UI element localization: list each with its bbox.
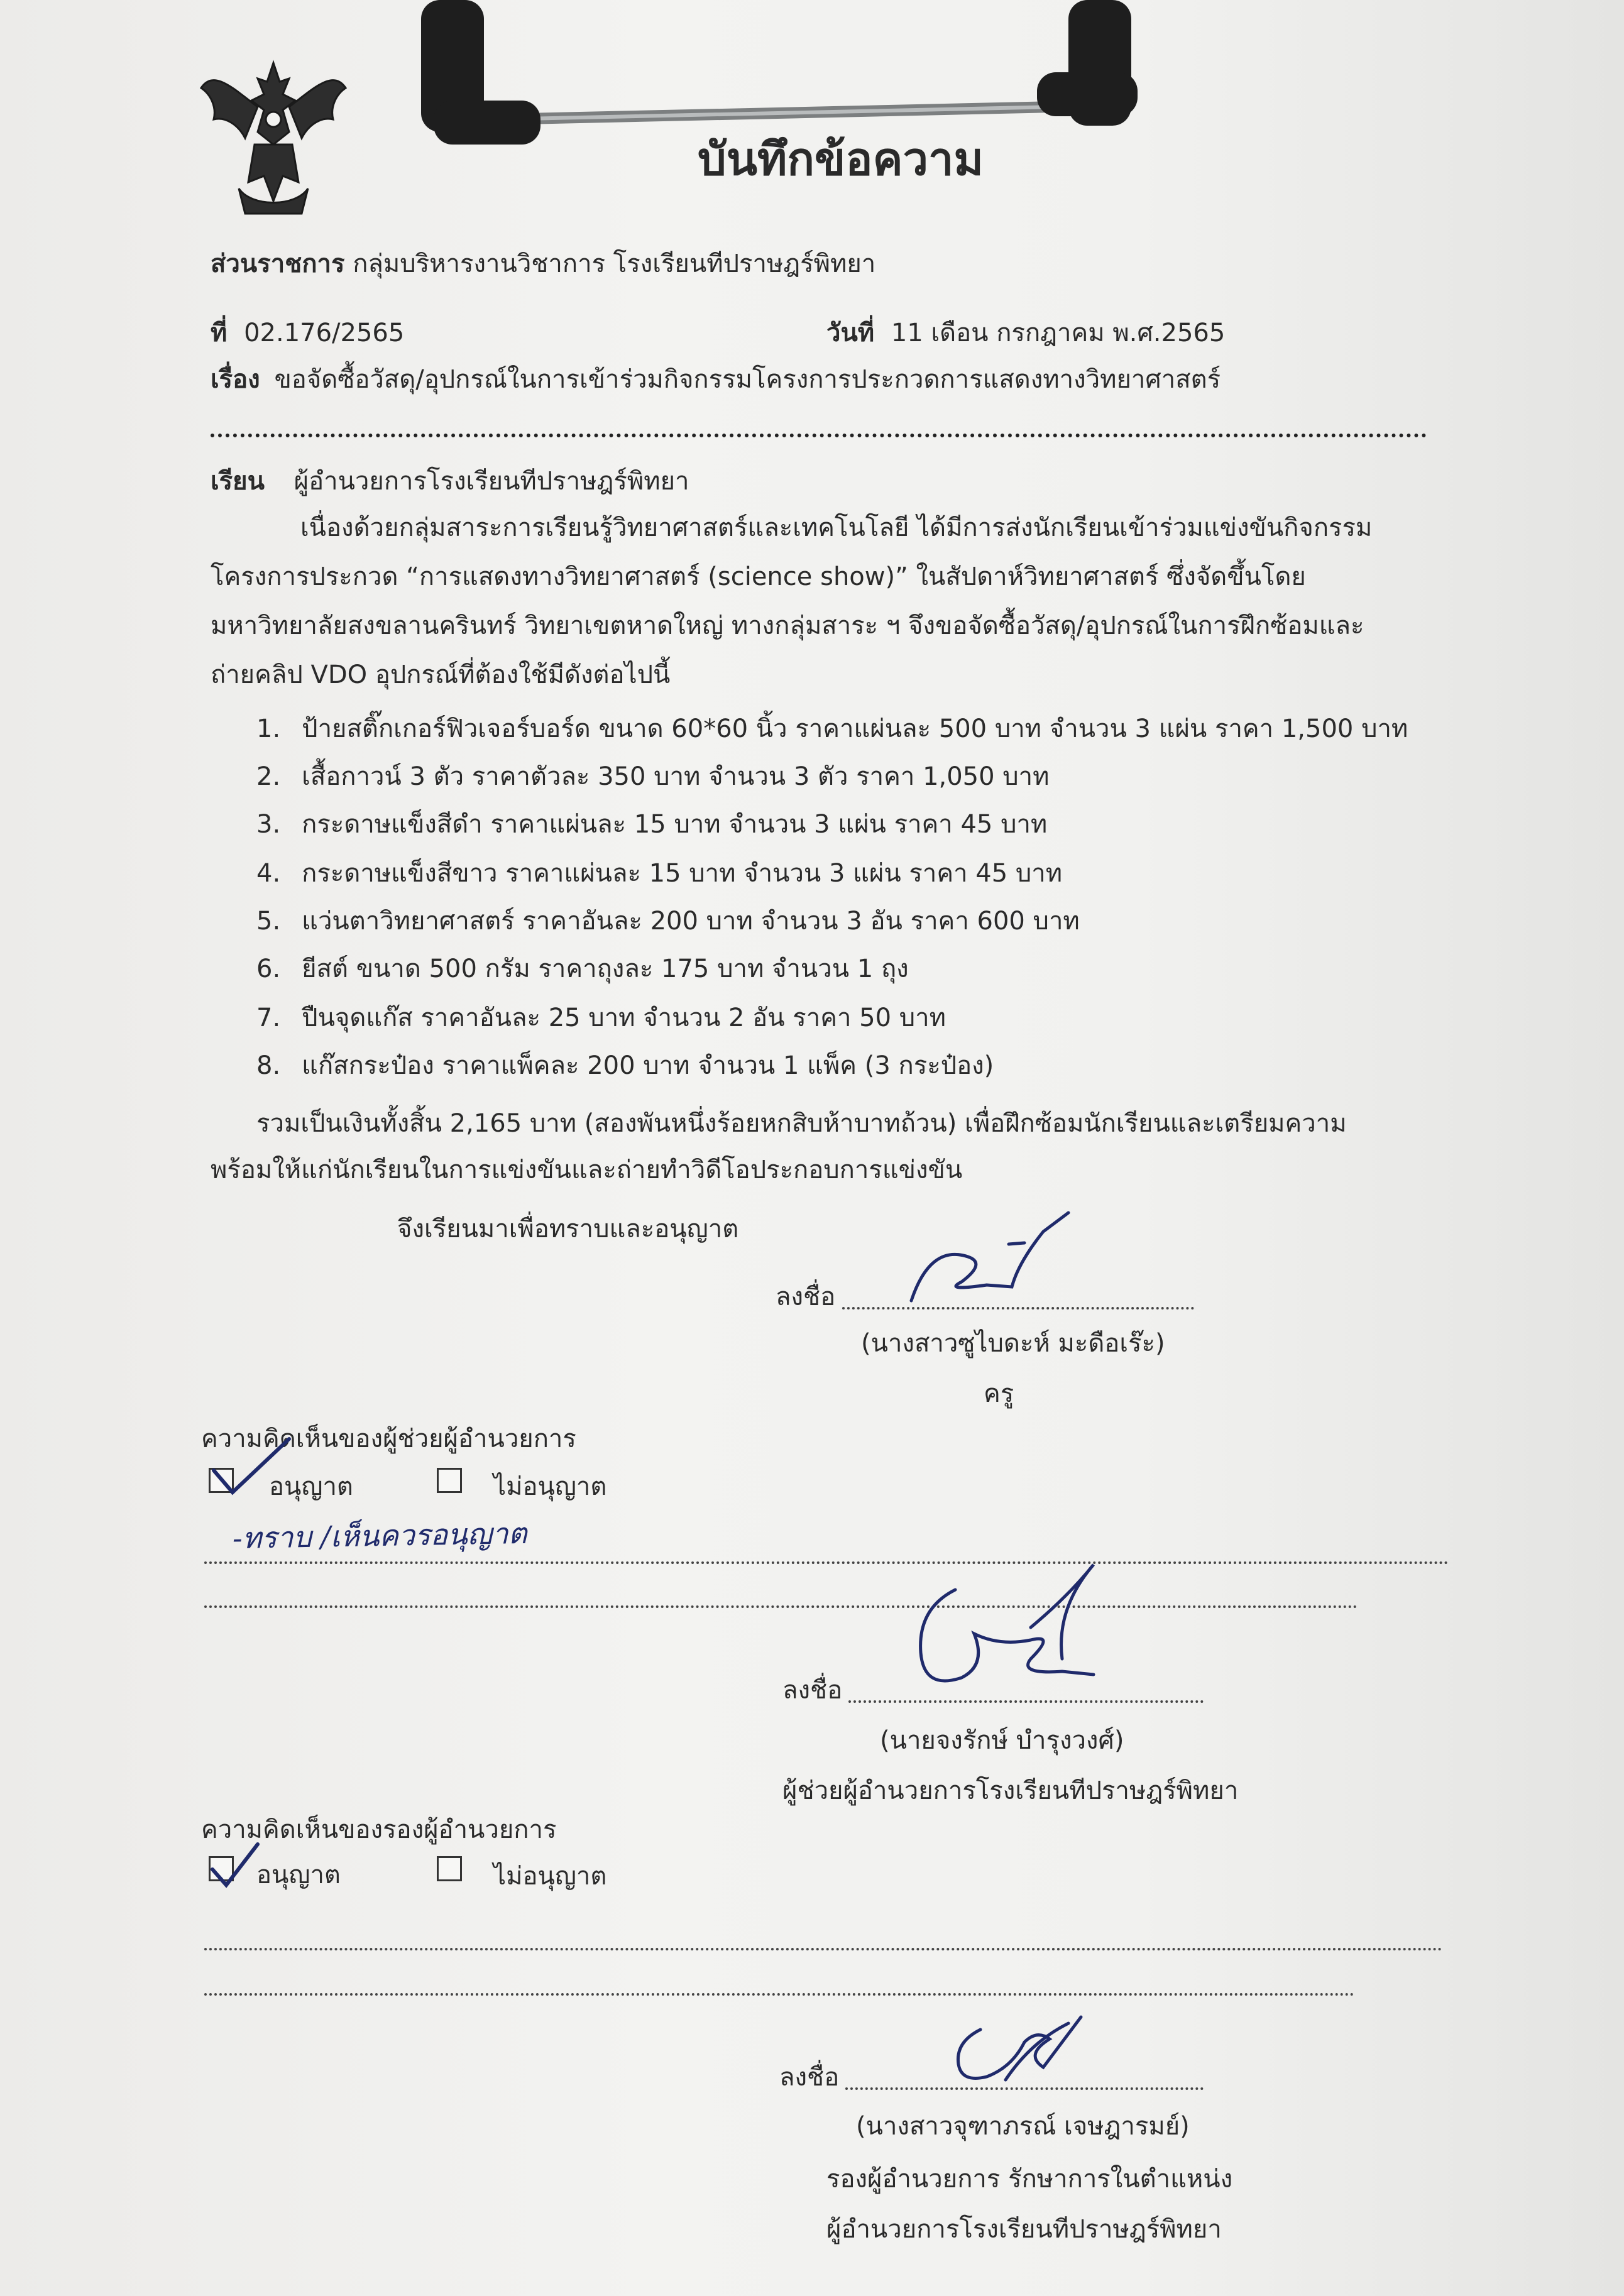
- list-item: [256, 1051, 994, 1081]
- deputy-position-2: ผู้อำนวยการโรงเรียนทีปราษฎร์พิทยา: [826, 2215, 1222, 2244]
- date-label: วันที่: [826, 319, 875, 347]
- teacher-name: (นางสาวซูไบดะห์ มะดือเร๊ะ): [861, 1329, 1165, 1358]
- intro-line-4: ถ่ายคลิป VDO อุปกรณ์ที่ต้องใช้มีดังต่อไปนี้: [211, 660, 671, 689]
- list-item: [256, 954, 909, 984]
- assistant-comment-line-1: [204, 1561, 1449, 1564]
- total-line-1: รวมเป็นเงินทั้งสิ้น 2,165 บาท (สองพันหนึ่งร้อยหกสิบห้าบาทถ้วน) เพื่อฝึกซ้อมนักเรียนและเตรียมความ: [256, 1109, 1347, 1138]
- assistant-reject-checkbox[interactable]: [437, 1468, 462, 1493]
- item-text: ยีสต์ ขนาด 500 กรัม ราคาถุงละ 175 บาท จำนวน 1 ถุง: [302, 954, 909, 983]
- list-item: [256, 906, 1080, 936]
- intro-line-1: เนื่องด้วยกลุ่มสาระการเรียนรู้วิทยาศาสตร์และเทคโนโลยี ได้มีการส่งนักเรียนเข้าร่วมแข่งขันกิจกรรม: [300, 513, 1373, 542]
- deputy-approve-label: อนุญาต: [256, 1861, 341, 1889]
- assistant-signature: [905, 1552, 1144, 1709]
- item-text: ปืนจุดแก๊ส ราคาอันละ 25 บาท จำนวน 2 อัน ราคา 50 บาท: [302, 1003, 946, 1032]
- deputy-reject-checkbox[interactable]: [437, 1856, 462, 1881]
- subject-value: ขอจัดซื้อวัสดุ/อุปกรณ์ในการเข้าร่วมกิจกรรมโครงการประกวดการแสดงทางวิทยาศาสตร์: [274, 365, 1221, 394]
- item-number: 7.: [256, 1003, 281, 1032]
- date-line: [826, 318, 1225, 348]
- subject-line: [211, 364, 1221, 395]
- department-value: กลุ่มบริหารงานวิชาการ โรงเรียนทีปราษฎร์พิทยา: [353, 249, 876, 278]
- teacher-signature: [892, 1206, 1081, 1313]
- deputy-position-1: รองผู้อำนวยการ รักษาการในตำแหน่ง: [826, 2165, 1233, 2194]
- deputy-comment-line-2: [204, 1993, 1354, 1996]
- item-text: แก๊สกระป๋อง ราคาแพ็คละ 200 บาท จำนวน 1 แพ็ค (3 กระป๋อง): [302, 1051, 994, 1080]
- list-item: [256, 809, 1047, 839]
- date-value: 11 เดือน กรกฎาคม พ.ศ.2565: [891, 319, 1226, 347]
- deputy-comment-line-1: [204, 1948, 1442, 1950]
- doc-number-value: 02.176/2565: [244, 319, 405, 347]
- item-number: 1.: [256, 714, 281, 743]
- list-item: [256, 762, 1050, 792]
- doc-number-line: [211, 318, 404, 348]
- closing-line: จึงเรียนมาเพื่อทราบและอนุญาต: [397, 1215, 739, 1244]
- intro-line-2: โครงการประกวด “การแสดงทางวิทยาศาสตร์ (science show)” ในสัปดาห์วิทยาศาสตร์ ซึ่งจัดขึ้นโดย: [211, 562, 1306, 591]
- item-number: 2.: [256, 762, 281, 791]
- item-number: 8.: [256, 1051, 281, 1080]
- department-line: [211, 249, 875, 279]
- item-number: 5.: [256, 907, 281, 936]
- assistant-handwritten-comment: -ทราบ /เห็นควรอนุญาต: [232, 1516, 527, 1556]
- deputy-sign-label: ลงชื่อ: [779, 2063, 840, 2092]
- header-divider: [211, 434, 1427, 437]
- item-text: ป้ายสติ๊กเกอร์ฟิวเจอร์บอร์ด ขนาด 60*60 นิ้ว ราคาแผ่นละ 500 บาท จำนวน 3 แผ่น ราคา 1,500 บาท: [302, 714, 1408, 743]
- assistant-reject-label: ไม่อนุญาต: [493, 1472, 607, 1501]
- deputy-name: (นางสาวจุฑาภรณ์ เจษฎารมย์): [856, 2112, 1190, 2141]
- garuda-emblem: [195, 50, 352, 220]
- assistant-name: (นายจงรักษ์ บำรุงวงศ์): [880, 1726, 1124, 1755]
- list-item: [256, 1003, 946, 1033]
- item-text: แว่นตาวิทยาศาสตร์ ราคาอันละ 200 บาท จำนวน 3 อัน ราคา 600 บาท: [302, 907, 1080, 936]
- item-text: กระดาษแข็งสีขาว ราคาแผ่นละ 15 บาท จำนวน 3 แผ่น ราคา 45 บาท: [302, 859, 1063, 888]
- deputy-signature: [943, 2004, 1087, 2111]
- assistant-position: ผู้ช่วยผู้อำนวยการโรงเรียนทีปราษฎร์พิทยา: [782, 1776, 1239, 1805]
- department-label: ส่วนราชการ: [211, 249, 345, 278]
- assistant-sign-label: ลงชื่อ: [782, 1676, 843, 1705]
- item-text: เสื้อกาวน์ 3 ตัว ราคาตัวละ 350 บาท จำนวน 3 ตัว ราคา 1,050 บาท: [302, 762, 1050, 791]
- list-item: [256, 858, 1062, 888]
- teacher-sign-label: ลงชื่อ: [776, 1282, 836, 1311]
- assistant-approve-label: อนุญาต: [269, 1472, 353, 1501]
- doc-number-label: ที่: [211, 319, 228, 347]
- page-title: บันทึกข้อความ: [698, 133, 984, 185]
- assistant-comment-line-2: [204, 1605, 1358, 1608]
- total-line-2: พร้อมให้แก่นักเรียนในการแข่งขันและถ่ายทำวิดีโอประกอบการแข่งขัน: [211, 1156, 963, 1184]
- list-item: [256, 714, 1408, 744]
- addressee-value: ผู้อำนวยการโรงเรียนทีปราษฎร์พิทยา: [294, 467, 689, 496]
- item-number: 6.: [256, 954, 281, 983]
- teacher-position: ครู: [984, 1379, 1014, 1408]
- item-number: 4.: [256, 859, 281, 888]
- deputy-approve-checkmark: [207, 1835, 264, 1891]
- deputy-heading: ความคิดเห็นของรองผู้อำนวยการ: [201, 1815, 557, 1844]
- addressee-label: เรียน: [211, 467, 265, 496]
- item-text: กระดาษแข็งสีดำ ราคาแผ่นละ 15 บาท จำนวน 3 แผ่น ราคา 45 บาท: [302, 810, 1048, 839]
- assistant-heading: ความคิดเห็นของผู้ช่วยผู้อำนวยการ: [201, 1424, 576, 1453]
- addressee-line: [211, 466, 689, 496]
- subject-label: เรื่อง: [211, 365, 260, 394]
- item-number: 3.: [256, 810, 281, 839]
- deputy-reject-label: ไม่อนุญาต: [493, 1862, 607, 1891]
- intro-line-3: มหาวิทยาลัยสงขลานครินทร์ วิทยาเขตหาดใหญ่ ทางกลุ่มสาระ ฯ จึงขอจัดซื้อวัสดุ/อุปกรณ์ในการฝึกซ้อมและ: [211, 611, 1364, 640]
